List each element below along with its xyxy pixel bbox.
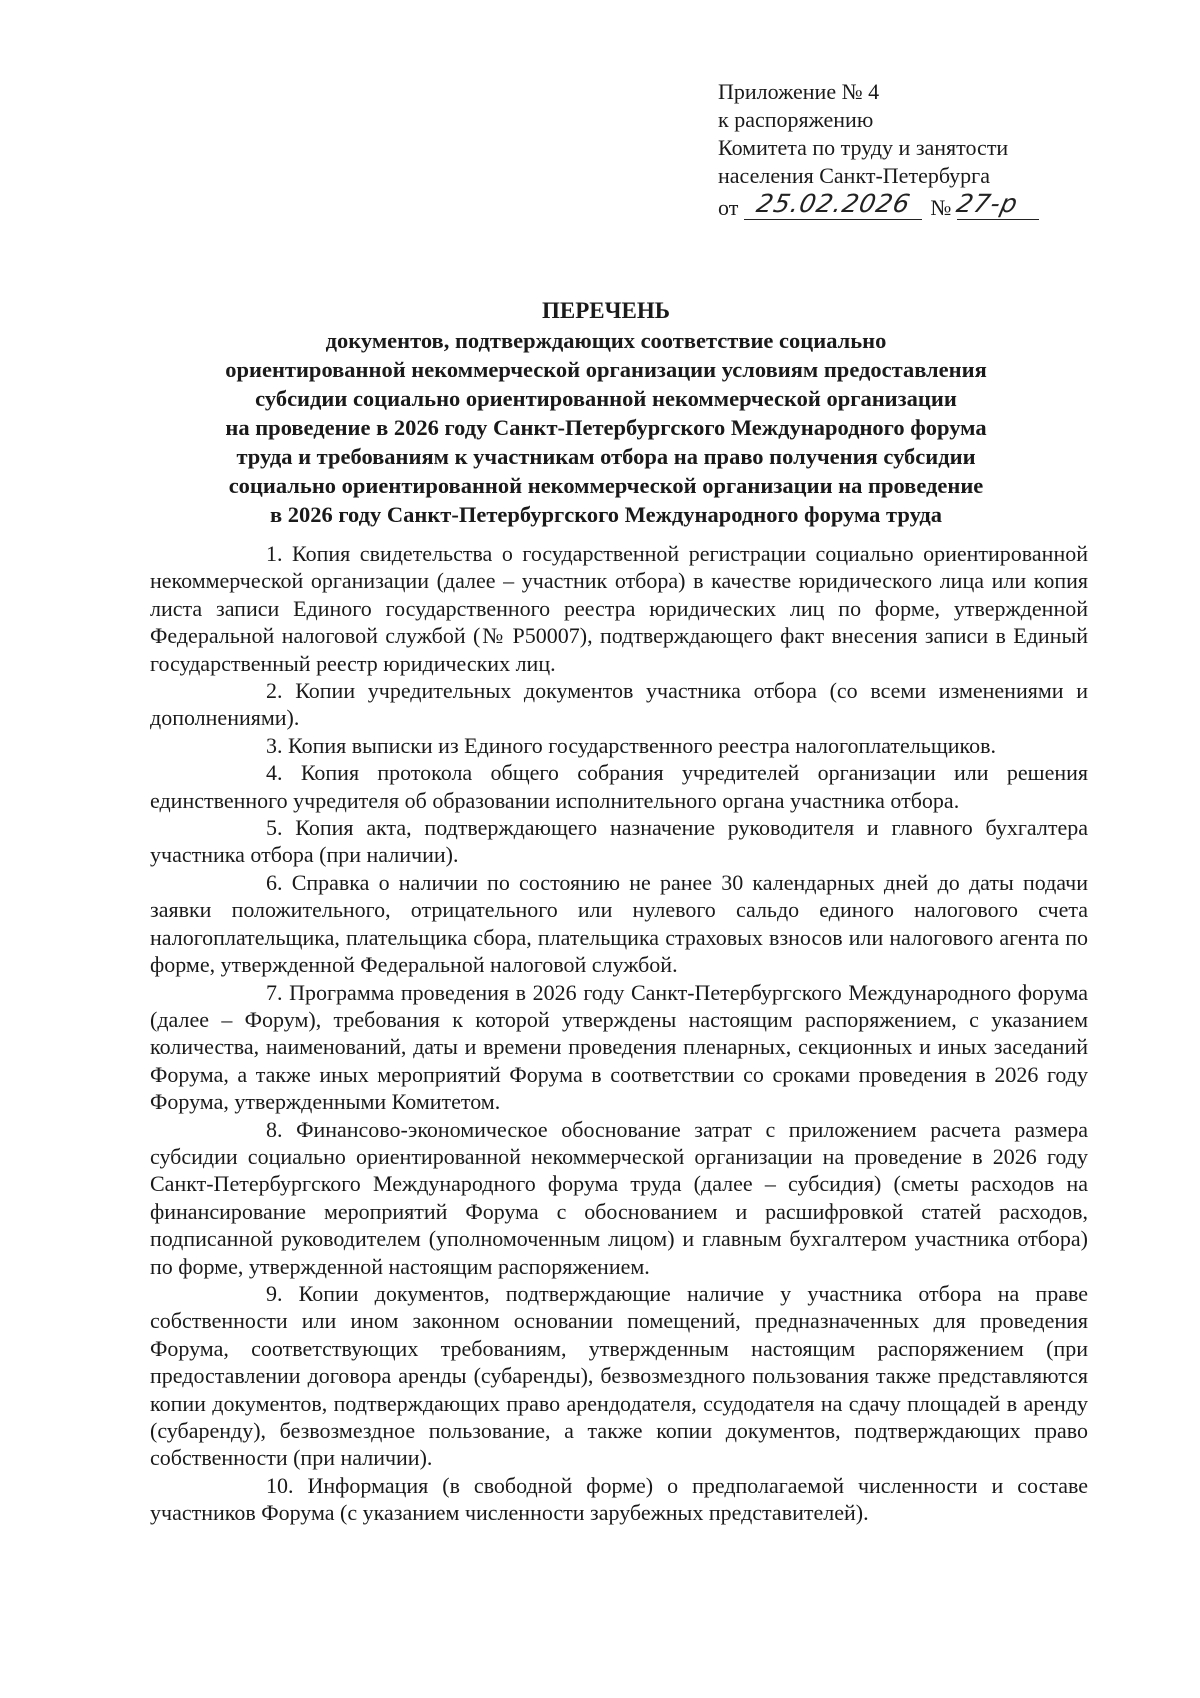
annex-to-order: к распоряжению [718,107,874,132]
item-number: 7. [266,979,283,1005]
list-item [150,814,1088,869]
item-number: 2. [266,678,283,704]
heading-line: документов, подтверждающих соответствие социально [325,328,887,353]
item-text: Финансово-экономическое обоснование затрат с приложением расчета размера субсидии социально ориентированной некоммерческой организации на проведение в 2026 году Санкт-Петербургского Международного форума труда (далее – субсидия) (сметы расходов на финансирование мероприятий Форума с обоснованием и расшифровкой статей расходов, подписанной руководителем (уполномоченным лицом) и главным бухгалтером участника отбора) по форме, утвержденной настоящим распоряжением. [150,1116,1088,1279]
item-number: 8. [266,1116,283,1142]
document-title: ПЕРЕЧЕНЬ [542,298,670,323]
item-text: Копии документов, подтверждающие наличие у участника отбора на праве собственности или ином законном основании помещений, предназначенных для проведения Форума, соответствующих требованиям, утвержденным настоящим распоряжением (при предоставлении договора аренды (субаренды), безвозмездного пользования также представляются копии документов, подтверждающих право арендодателя, ссудодателя на сдачу площадей в аренду (субаренду), безвозмездное пользование, а также копии документов, подтверждающих право собственности (при наличии). [150,1280,1088,1471]
item-text: Копия акта, подтверждающего назначение руководителя и главного бухгалтера участника отбора (при наличии). [150,815,1088,868]
list-item [150,1472,1088,1527]
list-item [150,869,1088,979]
item-text: Копия выписки из Единого государственного реестра налогоплательщиков. [288,732,996,758]
list-item [150,540,1088,677]
heading-line: ориентированной некоммерческой организации условиям предоставления [225,357,987,382]
item-text: Копии учредительных документов участника отбора (со всеми изменениями и дополнениями). [150,678,1088,731]
number-label: № [930,195,952,220]
annex-committee: Комитета по труду и занятости [718,135,1009,160]
item-number: 4. [266,760,283,786]
document-body [150,540,1088,1527]
annex-number: Приложение № 4 [718,79,880,104]
annex-date-line [718,188,1118,222]
item-number: 10. [266,1472,294,1498]
item-text: Копия свидетельства о государственной регистрации социально ориентированной некоммерческой организации (далее – участник отбора) в качестве юридического лица или копия листа записи Единого государственного реестра юридических лиц по форме, утвержденной Федеральной налоговой службой (№ Р50007), подтверждающего факт внесения записи в Единый государственный реестр юридических лиц. [150,541,1088,676]
item-text: Копия протокола общего собрания учредителей организации или решения единственного учредителя об образовании исполнительного органа участника отбора. [150,760,1088,813]
list-item [150,732,1088,759]
annex-block [718,78,1118,222]
document-heading [150,296,1062,529]
list-item [150,1116,1088,1280]
date-prefix: от [718,195,739,220]
handwritten-date: 25.02.2026 [753,189,914,218]
heading-line: труда и требованиям к участникам отбора на право получения субсидии [236,444,976,469]
heading-line: социально ориентированной некоммерческой организации на проведение [228,473,984,498]
number-field [954,189,1039,220]
list-item [150,759,1088,814]
item-number: 1. [266,541,283,566]
heading-line: в 2026 году Санкт-Петербургского Международного форума труда [269,502,943,527]
annex-population: населения Санкт-Петербурга [718,163,990,188]
list-item [150,979,1088,1116]
list-item [150,1280,1088,1472]
list-item [150,677,1088,732]
item-number: 5. [266,815,283,841]
item-text: Программа проведения в 2026 году Санкт-Петербургского Международного форума (далее – Форум), требования к которой утверждены настоящим распоряжением, с указанием количества, наименований, даты и времени проведения пленарных, секционных и иных заседаний Форума, а также иных мероприятий Форума в соответствии со сроками проведения в 2026 году Форума, утвержденными Комитетом. [150,979,1089,1115]
item-text: Справка о наличии по состоянию не ранее 30 календарных дней до даты подачи заявки положительного, отрицательного или нулевого сальдо единого налогового счета налогоплательщика, плательщика сбора, плательщика страховых взносов или налогового агента по форме, утвержденной Федеральной налоговой службой. [150,869,1088,978]
handwritten-number: 27-р [954,189,1022,218]
item-number: 6. [266,869,283,895]
item-text: Информация (в свободной форме) о предполагаемой численности и составе участников Форума (с указанием численности зарубежных представителей). [150,1472,1089,1526]
item-number: 9. [266,1280,283,1306]
heading-line: субсидии социально ориентированной некоммерческой организации [255,386,957,411]
date-field [744,190,922,220]
heading-line: на проведение в 2026 году Санкт-Петербургского Международного форума [225,415,987,440]
item-number: 3. [266,732,283,758]
